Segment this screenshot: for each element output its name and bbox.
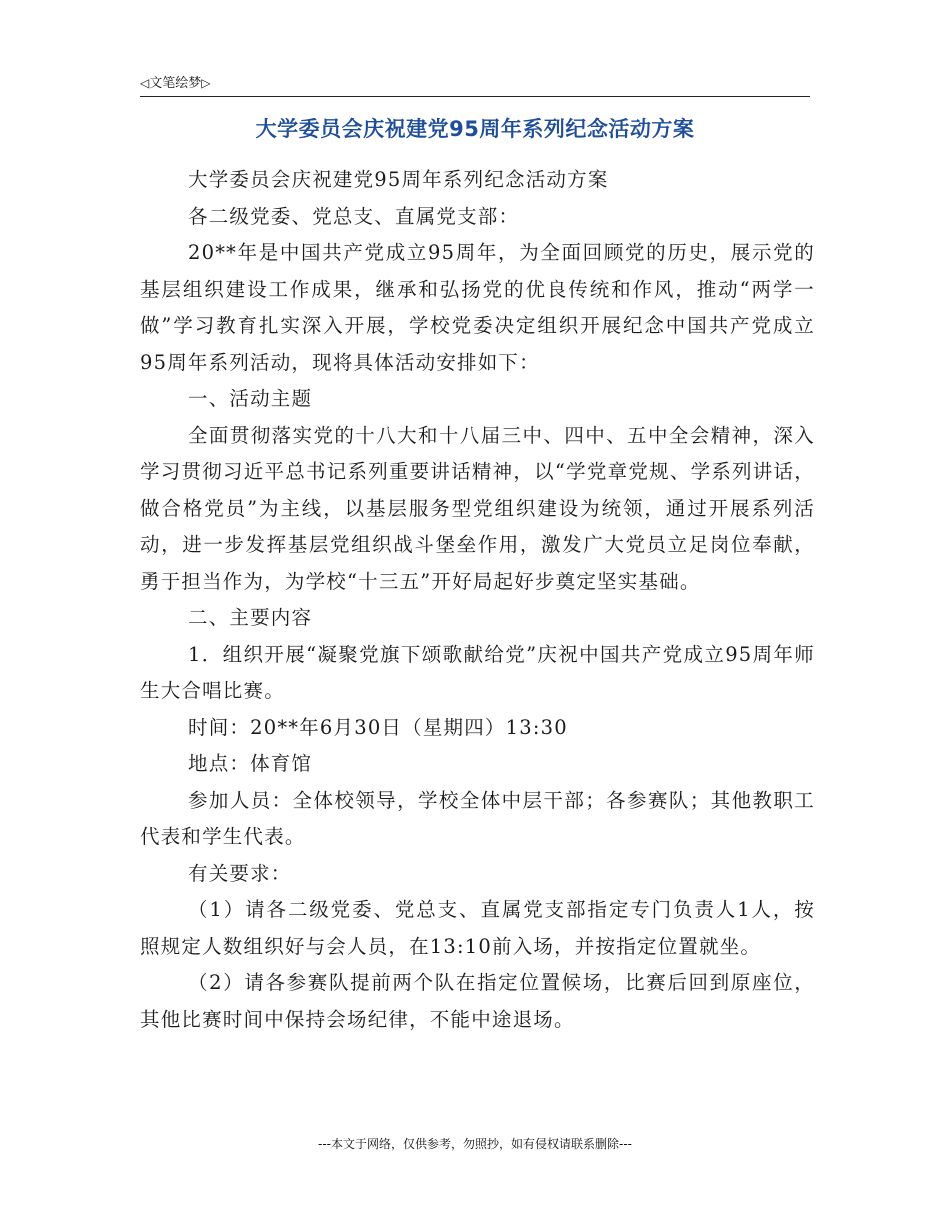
left-triangle-icon: ◁	[140, 76, 150, 90]
page-header	[140, 74, 810, 97]
paragraph-requirements-heading: 有关要求：	[188, 861, 292, 885]
paragraph-participants: 参加人员：全体校领导，学校全体中层干部；各参赛队；其他教职工代表和学生代表。	[140, 788, 815, 848]
paragraph-subtitle: 大学委员会庆祝建党95周年系列纪念活动方案	[188, 168, 609, 191]
brand-name: 文笔绘梦	[149, 76, 202, 91]
section-heading-content: 二、主要内容	[188, 606, 313, 629]
paragraph-location: 地点：体育馆	[188, 752, 313, 775]
document-body	[140, 162, 815, 1038]
paragraph-item-1: 1．组织开展“凝聚党旗下颂歌献给党”庆祝中国共产党成立95周年师生大合唱比赛。	[140, 642, 815, 702]
document-title: 大学委员会庆祝建党95周年系列纪念活动方案	[255, 117, 695, 141]
right-triangle-icon: ▷	[201, 76, 211, 90]
paragraph-theme: 全面贯彻落实党的十八大和十八届三中、四中、五中全会精神，深入学习贯彻习近平总书记系列重要讲话精神，以“学党章党规、学系列讲话，做合格党员”为主线，以基层服务型党组织建设为统领，通过开展系列活动，进一步发挥基层党组织战斗堡垒作用，激发广大党员立足岗位奉献，勇于担当作为，为学校“十三五”开好局起好步奠定坚实基础。	[140, 423, 815, 593]
page-footer: ---本文于网络，仅供参考，勿照抄，如有侵权请联系删除---	[318, 1137, 632, 1151]
header-brand	[140, 74, 210, 93]
section-heading-theme: 一、活动主题	[188, 387, 313, 410]
paragraph-requirement-1: （1）请各二级党委、党总支、直属党支部指定专门负责人1人，按照规定人数组织好与会人员，在13:10前入场，并按指定位置就坐。	[140, 898, 815, 958]
paragraph-time: 时间：20**年6月30日（星期四）13:30	[188, 715, 568, 739]
paragraph-requirement-2: （2）请各参赛队提前两个队在指定位置候场，比赛后回到原座位，其他比赛时间中保持会场纪律，不能中途退场。	[140, 971, 815, 1031]
paragraph-intro: 20**年是中国共产党成立95周年，为全面回顾党的历史，展示党的基层组织建设工作成果，继承和弘扬党的优良传统和作风，推动“两学一做”学习教育扎实深入开展，学校党委决定组织开展纪念中国共产党成立95周年系列活动，现将具体活动安排如下：	[140, 241, 815, 374]
paragraph-salutation: 各二级党委、党总支、直属党支部：	[188, 204, 520, 228]
